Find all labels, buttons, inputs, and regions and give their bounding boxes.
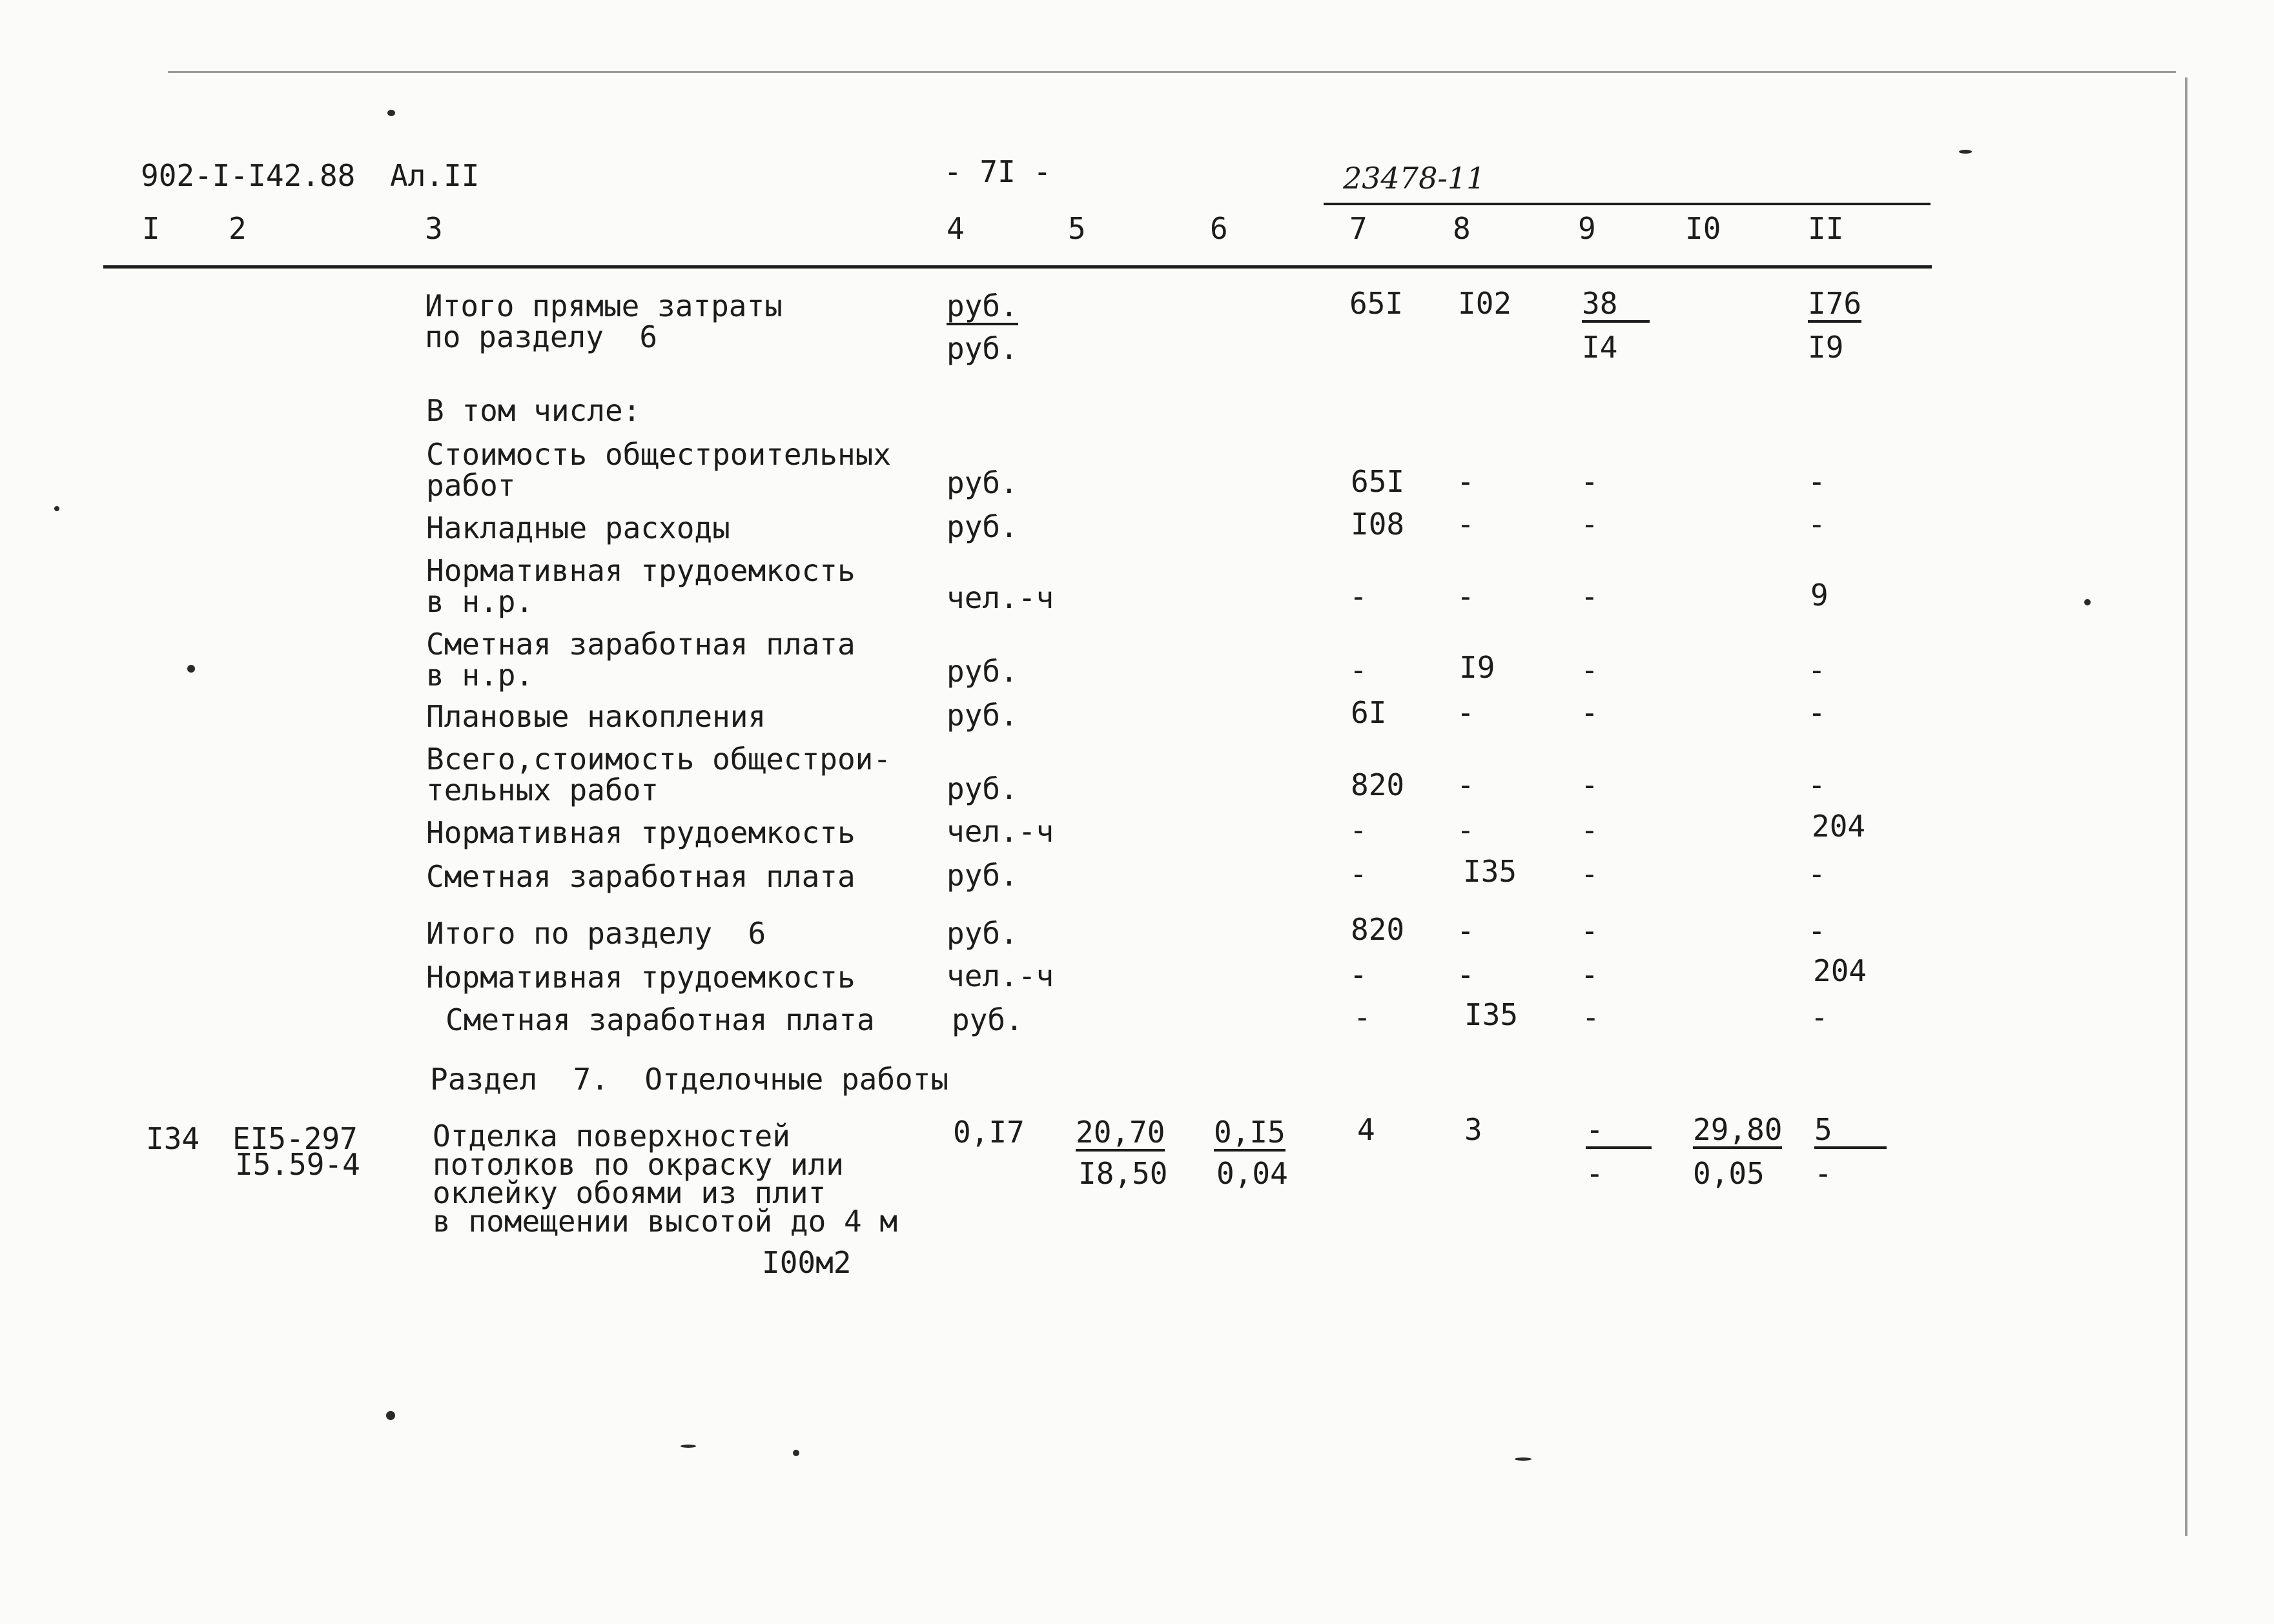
cell-c7: -	[1349, 579, 1367, 614]
scan-speck	[387, 110, 395, 116]
cell-c11: -	[1808, 913, 1826, 948]
cell-c11: -	[1808, 653, 1826, 687]
cell-c11: -	[1808, 507, 1826, 542]
scan-speck	[187, 665, 195, 673]
cell-c11-bottom: -	[1814, 1156, 1832, 1191]
cell-c9-top: -	[1586, 1114, 1652, 1149]
cell-c9: -	[1582, 1000, 1600, 1035]
column-number: 5	[1068, 211, 1086, 246]
unit: чел.-ч	[947, 959, 1054, 993]
cell-c10-top: 29,80	[1693, 1114, 1782, 1149]
cell-c8: I02	[1458, 286, 1512, 321]
scan-top-edge	[168, 71, 2176, 73]
unit: руб.	[947, 771, 1018, 806]
cell-c11-top: I76	[1808, 288, 1861, 323]
cell-c9: -	[1581, 464, 1599, 499]
item-desc: в помещении высотой до 4 м	[433, 1204, 898, 1239]
row-desc: по разделу 6	[425, 320, 658, 354]
row-desc: Сметная заработная плата	[426, 627, 855, 662]
cell-c11: -	[1808, 767, 1826, 802]
cell-c11: -	[1808, 464, 1826, 499]
column-number: II	[1808, 211, 1844, 246]
row-desc: Итого по разделу 6	[426, 916, 766, 951]
cell-c11: -	[1810, 1000, 1828, 1035]
column-number: 2	[229, 211, 247, 246]
scan-speck	[793, 1450, 799, 1456]
cell-c9: -	[1581, 957, 1599, 992]
row-desc: Нормативная трудоемкость	[426, 553, 855, 588]
cell-c9: -	[1581, 695, 1599, 730]
scan-speck	[386, 1411, 395, 1420]
row-desc: Нормативная трудоемкость	[426, 960, 855, 995]
column-number: 6	[1210, 211, 1228, 246]
page-number: - 7I -	[944, 154, 1052, 189]
cell-c8: -	[1457, 507, 1475, 542]
row-desc: Нормативная трудоемкость	[426, 815, 855, 850]
unit: чел.-ч	[947, 580, 1054, 615]
unit: руб.	[947, 465, 1018, 500]
cell-c8: -	[1457, 767, 1475, 802]
cell-c8: -	[1457, 464, 1475, 499]
cell-c11: -	[1808, 695, 1826, 730]
scan-speck	[1515, 1457, 1531, 1461]
item-desc: Отделка поверхностей	[433, 1119, 790, 1153]
unit: руб.	[947, 509, 1018, 544]
cell-c8: -	[1457, 957, 1475, 992]
item-desc: потолков по окраску или	[433, 1147, 844, 1182]
cell-c10-bottom: 0,05	[1693, 1156, 1765, 1191]
item-code: EI5-297	[232, 1121, 358, 1156]
cell-c7: -	[1349, 653, 1367, 687]
cell-c7: -	[1349, 957, 1367, 992]
cell-c9: -	[1581, 813, 1599, 848]
unit: руб.	[947, 331, 1018, 366]
scan-speck	[54, 506, 59, 511]
item-measure: I00м2	[762, 1245, 852, 1280]
cell-c9: -	[1581, 857, 1599, 891]
row-desc: в н.р.	[426, 584, 534, 619]
row-desc: работ	[426, 468, 516, 503]
sheet-label: Ал.II	[390, 158, 480, 193]
row-desc: тельных работ	[426, 773, 659, 807]
cell-c11-bottom: I9	[1808, 330, 1844, 365]
cell-c8: -	[1457, 913, 1475, 948]
unit: руб.	[947, 858, 1018, 893]
cell-c7: 820	[1351, 912, 1405, 947]
cell-c7: -	[1349, 813, 1367, 848]
row-desc: Итого прямые затраты	[425, 289, 783, 323]
cell-c6-bottom: 0,04	[1216, 1156, 1288, 1191]
scan-speck	[2084, 599, 2091, 605]
section-title: Раздел 7. Отделочные работы	[430, 1062, 949, 1097]
cell-c7: 65I	[1349, 286, 1404, 321]
cell-c8: -	[1457, 695, 1475, 730]
cell-c11: 9	[1810, 578, 1828, 613]
including-label: В том числе:	[426, 393, 641, 428]
item-number: I34	[146, 1121, 200, 1156]
unit: руб.	[947, 916, 1018, 951]
cell-c9: -	[1581, 767, 1599, 802]
cell-c6-top: 0,I5	[1214, 1117, 1286, 1152]
item-code: I5.59-4	[235, 1147, 360, 1182]
column-number: 4	[947, 211, 965, 246]
cell-c9-bottom: I4	[1582, 330, 1618, 365]
cell-c9: -	[1581, 579, 1599, 614]
cell-c5-top: 20,70	[1076, 1117, 1165, 1152]
cell-c8: I9	[1459, 650, 1495, 685]
unit: руб.	[947, 654, 1018, 689]
unit: руб.	[947, 698, 1018, 733]
row-desc: в н.р.	[426, 658, 534, 693]
cell-c8: I35	[1463, 854, 1517, 889]
column-number: 9	[1578, 211, 1596, 246]
unit: руб.	[952, 1002, 1023, 1037]
cell-c9: -	[1581, 913, 1599, 948]
handwritten-number: 23478-11	[1343, 161, 1486, 196]
row-desc: Всего,стоимость общестрои-	[426, 742, 892, 776]
cell-c9-top: 38	[1582, 288, 1650, 323]
scan-speck	[681, 1445, 696, 1448]
cell-c7: 820	[1351, 767, 1405, 802]
cell-c8: 3	[1464, 1112, 1482, 1147]
cell-c7: -	[1349, 857, 1367, 891]
row-desc: Сметная заработная плата	[446, 1002, 875, 1037]
cell-c9: -	[1581, 653, 1599, 687]
cell-c5-bottom: I8,50	[1078, 1156, 1168, 1191]
column-number: I	[142, 211, 160, 246]
item-desc: оклейку обоями из плит	[433, 1175, 826, 1210]
row-desc: Плановые накопления	[426, 699, 766, 734]
cell-c11-top: 5	[1814, 1114, 1887, 1149]
cell-c7: 6I	[1351, 695, 1387, 730]
cell-c11: -	[1808, 857, 1826, 891]
cell-c7: I08	[1351, 507, 1405, 542]
cell-c4: 0,I7	[953, 1115, 1025, 1150]
scan-right-edge	[2185, 77, 2187, 1536]
header-top-rule	[1324, 203, 1931, 205]
column-number: I0	[1685, 211, 1721, 246]
cell-c11: 204	[1812, 809, 1866, 844]
column-number: 3	[425, 211, 443, 246]
cell-c7: -	[1353, 1000, 1371, 1035]
cell-c8: -	[1457, 579, 1475, 614]
doc-code: 902-I-I42.88	[141, 158, 356, 193]
scan-speck	[1959, 150, 1972, 154]
cell-c9-bottom: -	[1586, 1156, 1604, 1191]
column-number: 8	[1453, 211, 1471, 246]
row-desc: Сметная заработная плата	[426, 859, 855, 894]
cell-c7: 65I	[1351, 464, 1405, 499]
header-bottom-rule	[103, 265, 1932, 269]
row-desc: Накладные расходы	[426, 511, 730, 545]
cell-c7: 4	[1357, 1112, 1375, 1147]
cell-c8: I35	[1464, 997, 1519, 1032]
unit: чел.-ч	[947, 814, 1054, 849]
column-number: 7	[1349, 211, 1367, 246]
cell-c8: -	[1457, 813, 1475, 848]
row-desc: Стоимость общестроительных	[426, 437, 892, 472]
cell-c11: 204	[1813, 953, 1867, 988]
cell-c9: -	[1581, 507, 1599, 542]
unit: руб.	[947, 290, 1018, 325]
